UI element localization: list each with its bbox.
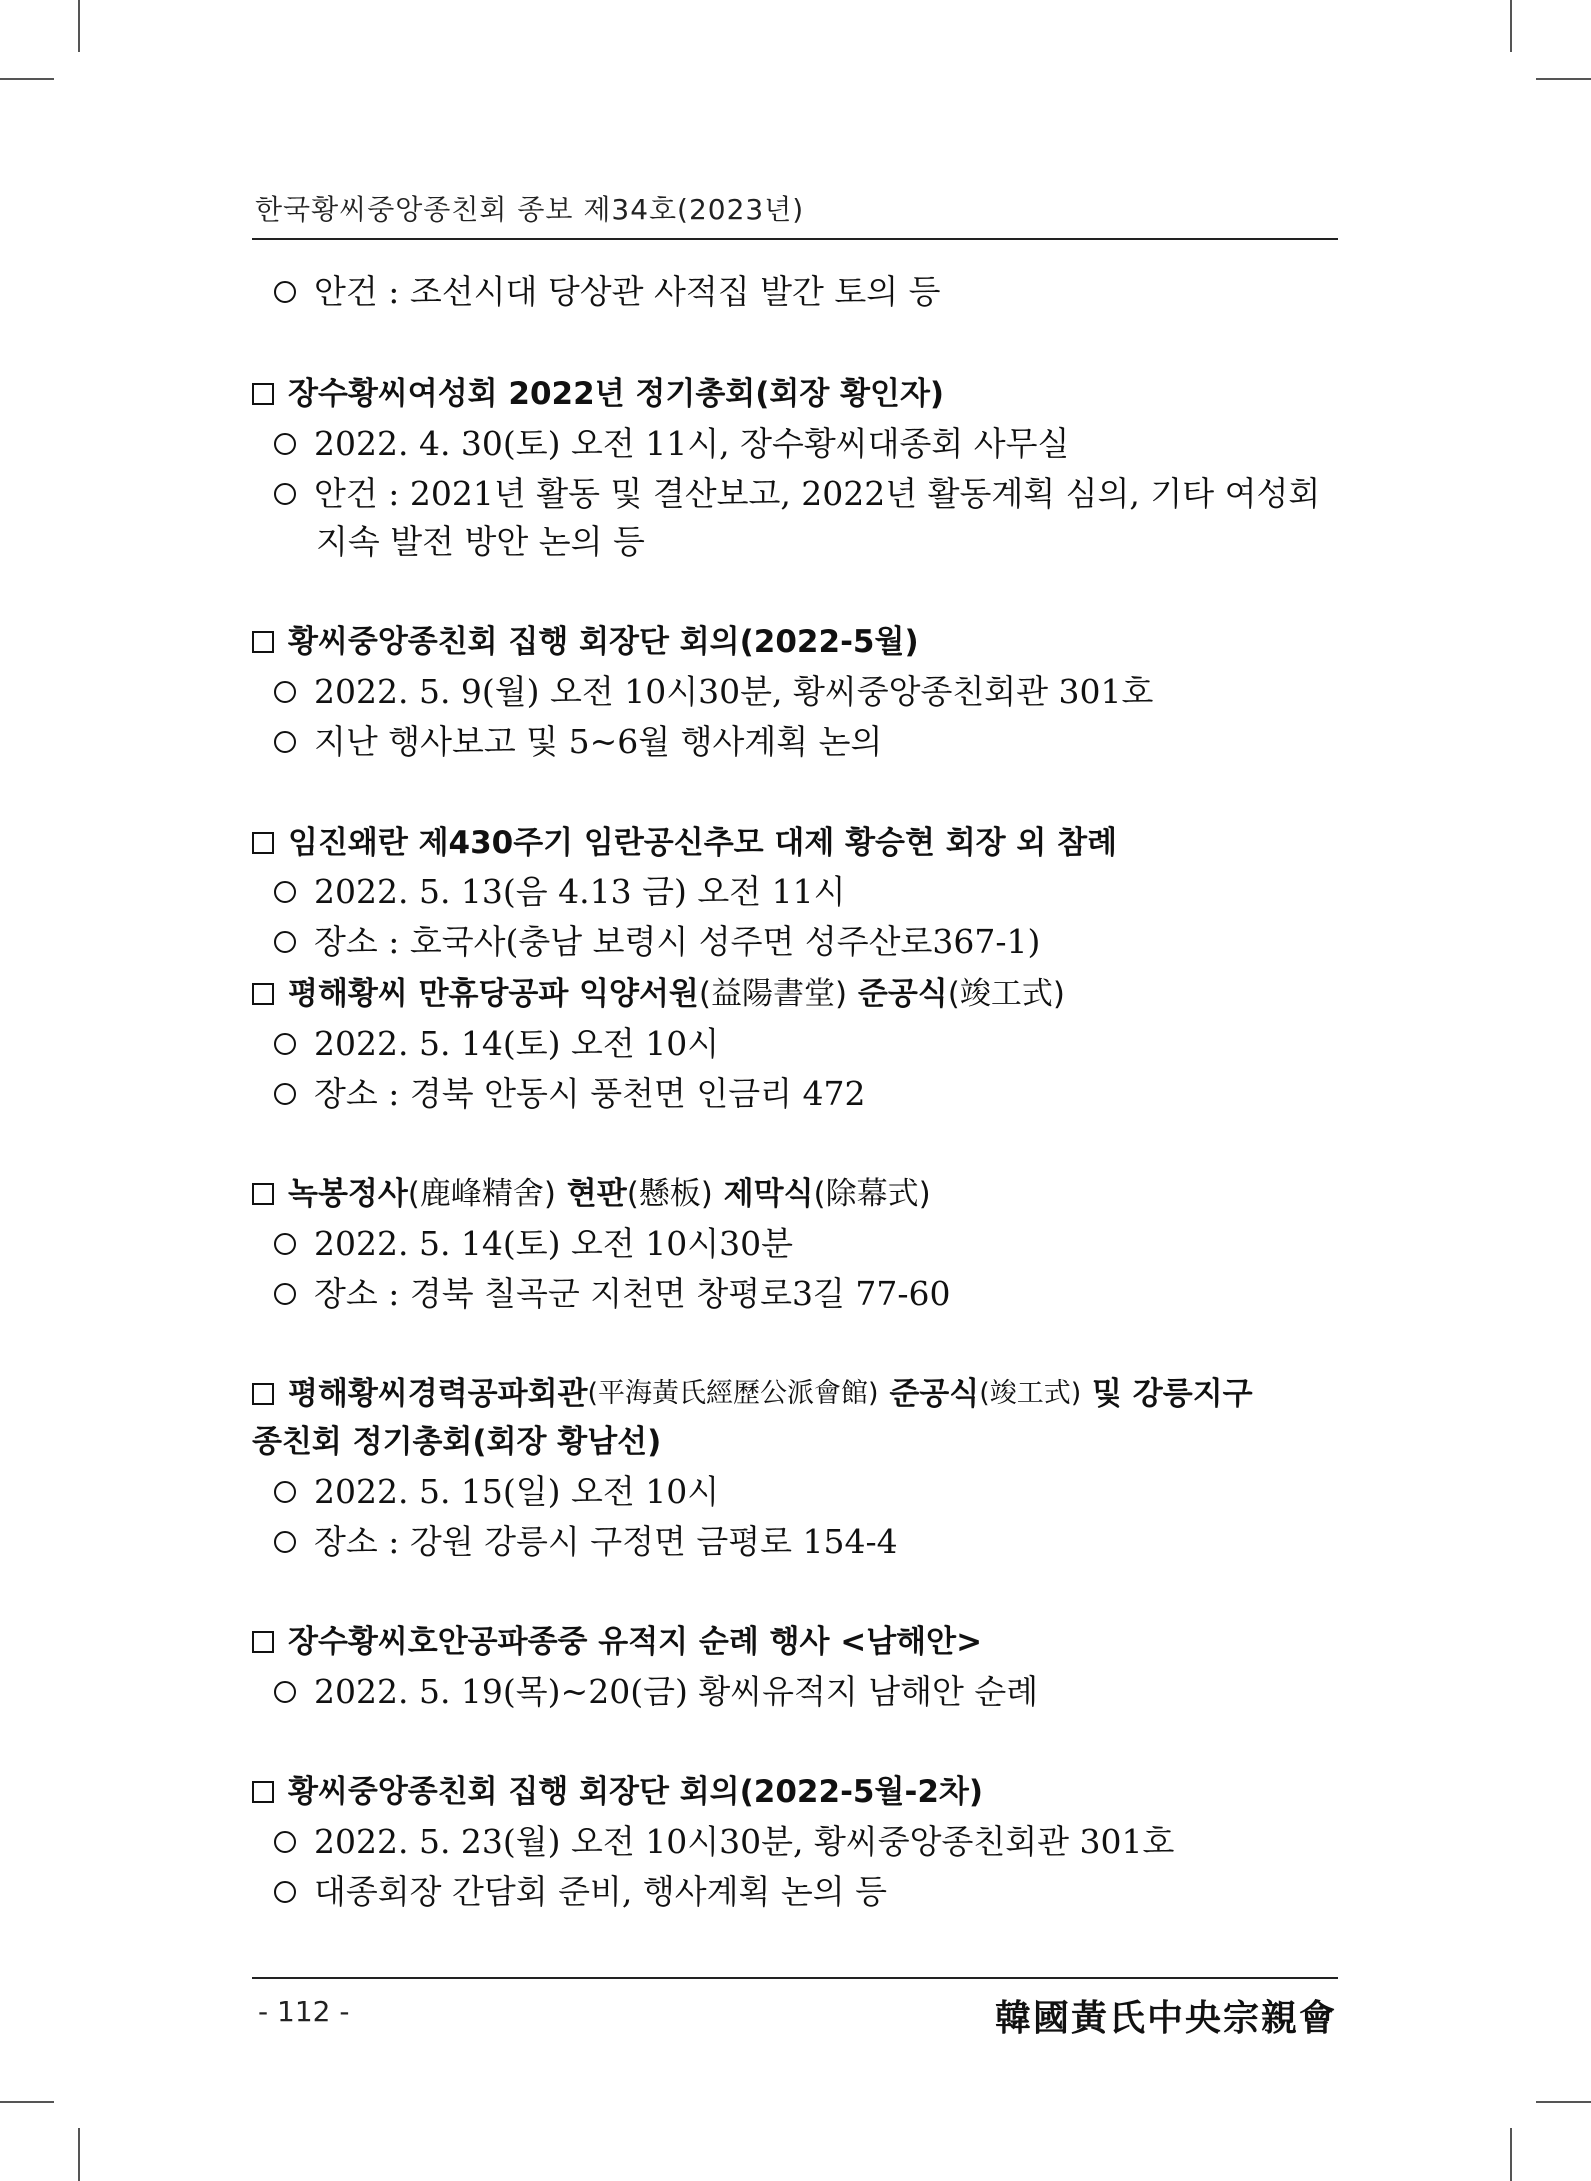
circle-bullet-icon — [274, 1083, 296, 1105]
section-title-text: 장수황씨호안공파종중 유적지 순례 행사 <남해안> — [288, 1624, 983, 1660]
crop-mark — [0, 78, 54, 80]
list-item — [274, 272, 940, 312]
crop-mark — [78, 2128, 80, 2181]
list-item — [274, 672, 1153, 712]
section-title-hanja: (竣工式) — [947, 976, 1065, 1012]
list-item — [274, 424, 1069, 464]
section-title-text: 준공식 — [847, 976, 948, 1012]
crop-mark — [1510, 0, 1512, 52]
circle-bullet-icon — [274, 731, 296, 753]
bullet-text: 2022. 5. 14(토) 오전 10시30분 — [314, 1224, 794, 1263]
section-title-text: 및 강릉지구 — [1081, 1376, 1253, 1412]
section-title-hanja: (除幕式) — [813, 1176, 931, 1212]
section-title-text: 준공식 — [878, 1376, 980, 1412]
circle-bullet-icon — [274, 1681, 296, 1703]
bullet-text: 장소 : 경북 안동시 풍천면 인금리 472 — [314, 1074, 866, 1113]
checkbox-square-icon — [252, 383, 274, 405]
crop-mark — [0, 2101, 54, 2103]
list-item — [274, 1672, 1038, 1712]
header-rule — [252, 238, 1338, 240]
list-item — [274, 872, 846, 912]
section-title-text: 황씨중앙종친회 집행 회장단 회의(2022-5월-2차) — [288, 1774, 983, 1810]
list-item — [274, 1274, 950, 1314]
section-title-text: 황씨중앙종친회 집행 회장단 회의(2022-5월) — [288, 624, 919, 660]
list-item — [274, 1074, 865, 1114]
section-title-hanja: (竣工式) — [979, 1378, 1082, 1409]
section-title — [252, 1772, 983, 1812]
section-title — [252, 622, 919, 662]
bullet-text: 2022. 5. 9(월) 오전 10시30분, 황씨중앙종친회관 301호 — [314, 672, 1154, 711]
section-title-continuation: 종친회 정기총회(회장 황남선) — [252, 1424, 662, 1460]
checkbox-square-icon — [252, 1383, 274, 1405]
checkbox-square-icon — [252, 983, 274, 1005]
section-title — [252, 374, 944, 414]
list-item — [274, 474, 1320, 514]
section-title-text: 녹봉정사 — [288, 1176, 408, 1212]
list-item — [274, 922, 1040, 962]
page-number: - 112 - — [258, 1995, 350, 2028]
circle-bullet-icon — [274, 1831, 296, 1853]
circle-bullet-icon — [274, 1881, 296, 1903]
bullet-text: 2022. 5. 23(월) 오전 10시30분, 황씨중앙종친회관 301호 — [314, 1822, 1175, 1861]
crop-mark — [1536, 78, 1591, 80]
section-title — [252, 1174, 931, 1214]
circle-bullet-icon — [274, 931, 296, 953]
bullet-text: 안건 : 조선시대 당상관 사적집 발간 토의 등 — [314, 272, 941, 311]
bullet-text: 장소 : 강원 강릉시 구정면 금평로 154-4 — [314, 1522, 898, 1561]
checkbox-square-icon — [252, 832, 274, 854]
section-title — [252, 1374, 1253, 1414]
checkbox-square-icon — [252, 1631, 274, 1653]
list-item — [274, 1224, 793, 1264]
footer-rule — [252, 1977, 1338, 1979]
circle-bullet-icon — [274, 433, 296, 455]
section-title — [252, 823, 1117, 863]
circle-bullet-icon — [274, 1481, 296, 1503]
bullet-text: 안건 : 2021년 활동 및 결산보고, 2022년 활동계획 심의, 기타 여성회 — [314, 474, 1321, 513]
list-item — [274, 722, 882, 762]
checkbox-square-icon — [252, 1183, 274, 1205]
circle-bullet-icon — [274, 281, 296, 303]
list-item — [274, 1822, 1174, 1862]
circle-bullet-icon — [274, 1233, 296, 1255]
section-title-text: 제막식 — [712, 1176, 814, 1212]
section-title-text: 임진왜란 제430주기 임란공신추모 대제 황승현 회장 외 참례 — [288, 825, 1118, 861]
circle-bullet-icon — [274, 1033, 296, 1055]
circle-bullet-icon — [274, 483, 296, 505]
section-title-hanja: (懸板) — [626, 1176, 713, 1212]
checkbox-square-icon — [252, 1781, 274, 1803]
bullet-text: 2022. 5. 14(토) 오전 10시 — [314, 1024, 720, 1063]
bullet-text: 2022. 5. 19(목)~20(금) 황씨유적지 남해안 순례 — [314, 1672, 1039, 1711]
circle-bullet-icon — [274, 1531, 296, 1553]
circle-bullet-icon — [274, 1283, 296, 1305]
running-header: 한국황씨중앙종친회 종보 제34호(2023년) — [255, 193, 805, 226]
bullet-text: 2022. 4. 30(토) 오전 11시, 장수황씨대종회 사무실 — [314, 424, 1070, 463]
list-item — [274, 1872, 887, 1912]
section-title — [252, 1622, 982, 1662]
crop-mark — [1510, 2128, 1512, 2181]
bullet-text: 대종회장 간담회 준비, 행사계획 논의 등 — [314, 1872, 887, 1911]
bullet-text: 장소 : 경북 칠곡군 지천면 창평로3길 77-60 — [314, 1274, 951, 1313]
list-item — [274, 1472, 719, 1512]
section-title-hanja: (鹿峰精舍) — [407, 1176, 556, 1212]
bullet-text: 2022. 5. 15(일) 오전 10시 — [314, 1472, 720, 1511]
section-title-hanja: (平海黃氏經歷公派會館) — [587, 1378, 879, 1409]
section-title-text: 평해황씨 만휴당공파 익양서원 — [288, 976, 699, 1012]
circle-bullet-icon — [274, 881, 296, 903]
checkbox-square-icon — [252, 631, 274, 653]
circle-bullet-icon — [274, 681, 296, 703]
section-title — [252, 974, 1065, 1014]
publisher-logo: 韓國黃氏中央宗親會 — [994, 1997, 1337, 2039]
bullet-text: 2022. 5. 13(음 4.13 금) 오전 11시 — [314, 872, 846, 911]
list-item — [274, 1024, 719, 1064]
bullet-continuation: 지속 발전 방안 논의 등 — [316, 522, 645, 561]
bullet-text: 지난 행사보고 및 5~6월 행사계획 논의 — [314, 722, 883, 761]
bullet-text: 장소 : 호국사(충남 보령시 성주면 성주산로367-1) — [314, 922, 1041, 961]
crop-mark — [1536, 2101, 1591, 2103]
section-title-text: 장수황씨여성회 2022년 정기총회(회장 황인자) — [288, 376, 945, 412]
list-item — [274, 1522, 898, 1562]
crop-mark — [78, 0, 80, 52]
section-title-text: 현판 — [556, 1176, 627, 1212]
section-title-hanja: (益陽書堂) — [698, 976, 848, 1012]
section-title-text: 평해황씨경력공파회관 — [288, 1376, 588, 1412]
